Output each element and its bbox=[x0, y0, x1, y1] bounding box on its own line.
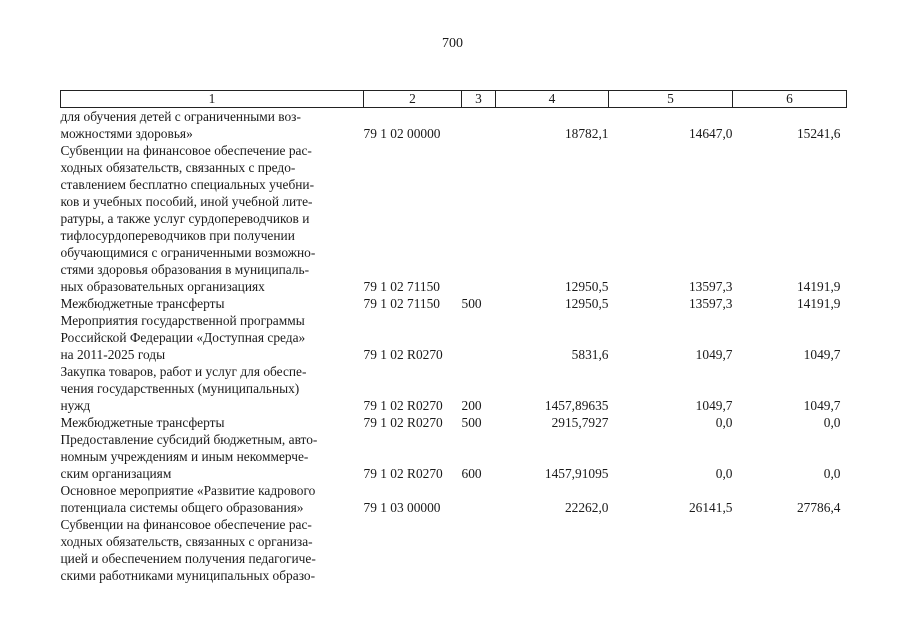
row-value-col4: 12950,5 bbox=[564, 279, 609, 294]
row-value-col4 bbox=[496, 516, 609, 584]
header-col-2: 2 bbox=[364, 91, 462, 108]
page-number: 700 bbox=[442, 36, 463, 51]
header-col-3: 3 bbox=[462, 91, 496, 108]
row-name-line: ходных обязательств, связанных с предо- bbox=[60, 160, 296, 175]
row-value-col5: 1049,7 bbox=[695, 398, 733, 413]
row-value-col4: 22262,0 bbox=[564, 500, 609, 515]
row-name-line: Закупка товаров, работ и услуг для обеспе- bbox=[60, 364, 307, 379]
row-expense-type: 200 bbox=[461, 398, 482, 413]
row-value-col6: 15241,6 bbox=[796, 126, 841, 141]
row-expense-type bbox=[462, 108, 496, 143]
row-expense-type bbox=[462, 482, 496, 516]
header-col-1: 1 bbox=[61, 91, 364, 108]
row-expense-type: 600 bbox=[461, 466, 482, 481]
row-value-col5: 13597,3 bbox=[688, 296, 733, 311]
row-value-col5: 26141,5 bbox=[688, 500, 733, 515]
row-name-line: на 2011-2025 годы bbox=[60, 347, 166, 362]
table-header bbox=[61, 91, 847, 108]
row-name-line: скими работниками муниципальных образо- bbox=[60, 568, 316, 583]
row-code: 79 1 02 R0270 bbox=[363, 347, 443, 362]
row-name-line: нужд bbox=[60, 398, 91, 413]
row-name-line: цией и обеспечением получения педагогиче- bbox=[60, 551, 316, 566]
row-code: 79 1 02 71150 bbox=[363, 296, 440, 311]
row-name-line: Межбюджетные трансферты bbox=[60, 296, 225, 311]
row-name-line: можностями здоровья» bbox=[60, 126, 193, 141]
header-col-4: 4 bbox=[496, 91, 609, 108]
row-name bbox=[61, 414, 364, 431]
budget-table bbox=[60, 90, 847, 584]
row-name-line: ратуры, а также услуг сурдопереводчиков и bbox=[60, 211, 310, 226]
row-expense-type: 500 bbox=[461, 296, 482, 311]
row-name-line: Межбюджетные трансферты bbox=[60, 415, 225, 430]
row-name bbox=[61, 482, 364, 516]
row-value-col5: 0,0 bbox=[715, 415, 733, 430]
row-code: 79 1 02 R0270 bbox=[363, 466, 443, 481]
row-value-col6: 27786,4 bbox=[796, 500, 841, 515]
row-name-line: тифлосурдопереводчиков при получении bbox=[60, 228, 295, 243]
table-body bbox=[61, 108, 847, 585]
row-name-line: Субвенции на финансовое обеспечение рас- bbox=[60, 517, 312, 532]
row-value-col4: 2915,7927 bbox=[551, 415, 609, 430]
row-value-col6: 0,0 bbox=[823, 415, 841, 430]
row-name-line: Субвенции на финансовое обеспечение рас- bbox=[60, 143, 312, 158]
row-code: 79 1 03 00000 bbox=[363, 500, 441, 515]
table-row bbox=[61, 516, 847, 584]
table-row bbox=[61, 312, 847, 363]
row-expense-type bbox=[462, 142, 496, 295]
row-code: 79 1 02 R0270 bbox=[363, 398, 443, 413]
row-value-col4: 12950,5 bbox=[564, 296, 609, 311]
row-name-line: Предоставление субсидий бюджетным, авто- bbox=[60, 432, 318, 447]
row-name bbox=[61, 108, 364, 143]
row-name-line: ставлением бесплатно специальных учебни- bbox=[60, 177, 315, 192]
row-expense-type bbox=[462, 312, 496, 363]
row-name-line: ходных обязательств, связанных с организа- bbox=[60, 534, 313, 549]
row-value-col6: 0,0 bbox=[823, 466, 841, 481]
row-code bbox=[364, 516, 462, 584]
table-row bbox=[61, 108, 847, 143]
row-value-col6: 14191,9 bbox=[796, 296, 841, 311]
row-value-col6: 14191,9 bbox=[796, 279, 841, 294]
row-code: 79 1 02 R0270 bbox=[363, 415, 443, 430]
row-value-col5 bbox=[609, 516, 733, 584]
row-name bbox=[61, 312, 364, 363]
row-value-col6 bbox=[733, 516, 847, 584]
row-name-line: стями здоровья образования в муниципаль- bbox=[60, 262, 310, 277]
row-name-line: Российской Федерации «Доступная среда» bbox=[60, 330, 306, 345]
row-value-col4: 18782,1 bbox=[564, 126, 609, 141]
row-expense-type: 500 bbox=[461, 415, 482, 430]
row-name-line: для обучения детей с ограниченными воз- bbox=[60, 109, 301, 124]
table-row bbox=[61, 295, 847, 312]
row-name bbox=[61, 363, 364, 414]
row-name-line: номным учреждениям и иным некоммерче- bbox=[60, 449, 309, 464]
table-row bbox=[61, 431, 847, 482]
row-value-col5: 0,0 bbox=[715, 466, 733, 481]
row-name bbox=[61, 516, 364, 584]
table-row bbox=[61, 482, 847, 516]
row-value-col4: 1457,89635 bbox=[544, 398, 609, 413]
header-col-6: 6 bbox=[733, 91, 847, 108]
row-name-line: ским организациям bbox=[60, 466, 172, 481]
row-value-col6: 1049,7 bbox=[803, 398, 841, 413]
row-value-col6: 1049,7 bbox=[803, 347, 841, 362]
row-value-col4: 5831,6 bbox=[571, 347, 609, 362]
row-name bbox=[61, 295, 364, 312]
row-expense-type bbox=[462, 516, 496, 584]
row-name bbox=[61, 142, 364, 295]
row-name-line: ков и учебных пособий, иной учебной лите- bbox=[60, 194, 313, 209]
header-row bbox=[61, 91, 847, 108]
row-value-col5: 1049,7 bbox=[695, 347, 733, 362]
row-name-line: ных образовательных организациях bbox=[60, 279, 265, 294]
table-row bbox=[61, 363, 847, 414]
row-value-col5: 13597,3 bbox=[688, 279, 733, 294]
row-code: 79 1 02 00000 bbox=[363, 126, 441, 141]
row-value-col5: 14647,0 bbox=[688, 126, 733, 141]
table-row bbox=[61, 414, 847, 431]
row-name-line: чения государственных (муниципальных) bbox=[60, 381, 300, 396]
row-name-line: Мероприятия государственной программы bbox=[60, 313, 305, 328]
row-name-line: Основное мероприятие «Развитие кадрового bbox=[60, 483, 316, 498]
row-name-line: потенциала системы общего образования» bbox=[60, 500, 304, 515]
row-code: 79 1 02 71150 bbox=[363, 279, 440, 294]
row-name bbox=[61, 431, 364, 482]
table-row bbox=[61, 142, 847, 295]
row-name-line: обучающимися с ограниченными возможно- bbox=[60, 245, 316, 260]
header-col-5: 5 bbox=[609, 91, 733, 108]
row-value-col4: 1457,91095 bbox=[544, 466, 609, 481]
